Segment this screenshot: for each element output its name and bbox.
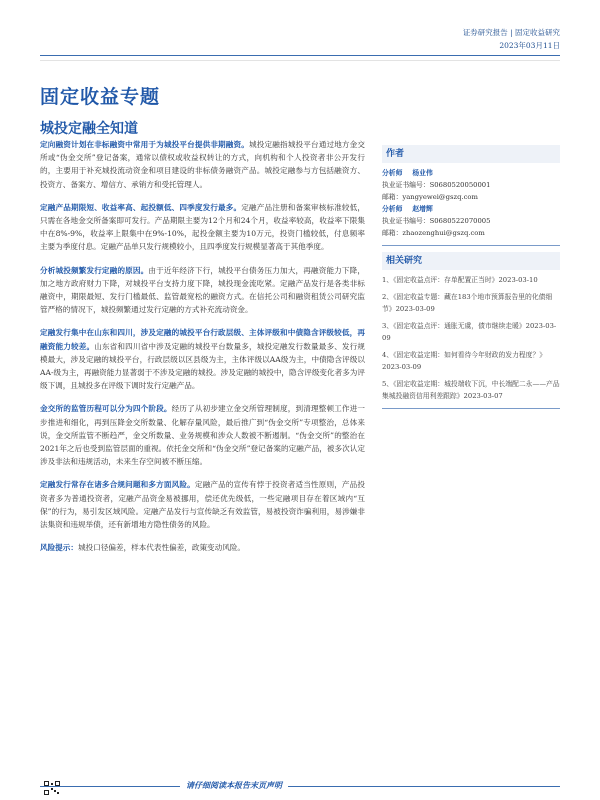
author-email — [382, 227, 560, 239]
author-block — [382, 203, 560, 239]
related-report[interactable]: 5、《固定收益定期：城投端收下沉，中长端配二永——产品集城投融资信用利差跟踪》2023-03-07 — [382, 380, 560, 400]
paragraph-text: 山东省和四川省中涉及定融的城投平台数量多，城投定融发行数量最多、发行规模最大，涉及定融的城投平台，行政层级以区县级为主，主体评级以AA级为主，中债隐含评级以AA-级为主，再融资能力显著弱于不涉及定融的城投。涉及定融的城投中，隐含评级变化者多为评级下调，且城投多在评级下调时发行定融产品。 — [40, 341, 366, 391]
paragraph-text: 城投定融指城投平台通过地方金交所或“伪金交所”登记备案，通常以债权或收益权转让的方式，向机构和个人投资者非公开发行的，主要用于补充城投流动资金和项目建设的非标债务融资产品。城投定融参与方包括融资方、投资方、备案方、增信方、承销方和受托管理人。 — [40, 140, 366, 189]
report-subtitle: 城投定融全知道 — [40, 121, 138, 137]
summary-body — [40, 138, 365, 564]
summary-paragraph — [40, 402, 365, 468]
sidebar — [382, 145, 560, 415]
summary-paragraph — [40, 326, 365, 392]
cert-number: S0680520050001 — [429, 181, 491, 189]
report-header — [463, 26, 560, 52]
paragraph-text: 经历了从初步建立金交所管理制度，到清理整顿工作进一步推进和细化，再到压降金交所数量、化解存量风险，最后推广到“伪金交所”专项整治，总体来说，金交所监管不断趋严，金交所数量、业务规模和涉众人数被不断遏制。“伪金交所”的整治在2021年之后也受到监管层面的重视。依托金交所和“伪金交所”登记备案的定融产品，被多次认定涉及非法和违规活动，未来生存空间被不断压缩。 — [40, 404, 365, 467]
paragraph-text: 由于近年经济下行，城投平台债务压力加大，再融资能力下降，加之地方政府财力下降，对城投平台支持力度下降，城投现金流吃紧。定融产品发行是各类非标融资中，期限最短、发行门槛最低、监管最宽松的融资方式。在信托公司和融资租赁公司研究监管严格的情况下，城投频繁通过发行定融的方式补充流动资金。 — [40, 265, 366, 315]
doc-type: 证券研究报告 | 固定收益研究 — [462, 28, 560, 37]
author-role: 分析师 — [382, 205, 403, 213]
footer-disclaimer: 请仔细阅读本报告末页声明 — [180, 780, 288, 791]
author-role: 分析师 — [382, 169, 403, 177]
email-address[interactable]: yangyewei@gszq.com — [402, 193, 478, 201]
paragraph-lead: 定融发行常存在诸多合规问题和多方面风险。 — [40, 480, 195, 490]
cert-number: S0680522070005 — [429, 217, 491, 225]
author-block — [382, 167, 560, 203]
cert-label: 执业证书编号： — [382, 181, 430, 189]
risk-label: 风险提示： — [40, 543, 78, 553]
summary-paragraph — [40, 264, 365, 317]
related-report[interactable]: 2、《固定收益专题：藏在183个地市预算报告里的化债细节》2023-03-09 — [382, 293, 553, 313]
email-label: 邮箱： — [382, 229, 403, 237]
sidebar-divider — [382, 245, 560, 246]
summary-paragraph — [40, 478, 365, 531]
related-report[interactable]: 1、《固定收益点评：存单配置正当时》2023-03-10 — [382, 276, 538, 284]
qr-code-icon — [44, 781, 60, 795]
author-email — [382, 191, 560, 203]
sidebar-divider — [382, 408, 560, 409]
author-row — [382, 203, 560, 215]
related-heading: 相关研究 — [382, 252, 560, 270]
footer-divider — [40, 786, 560, 787]
risk-warning — [40, 541, 365, 554]
paragraph-lead: 定融发行集中在山东和四川，涉及定融的城投平台行政层级、主体评级和中债隐含评级较低，再融资能力较差。 — [40, 328, 365, 351]
author-name: 杨业伟 — [412, 169, 433, 177]
author-row — [382, 167, 560, 179]
related-report[interactable]: 4、《固定收益定期：如何看待今年财政的发力程度？》2023-03-09 — [382, 351, 547, 371]
cert-label: 执业证书编号： — [382, 217, 430, 225]
report-date: 2023年03月11日 — [499, 41, 560, 50]
paragraph-lead: 分析城投频繁发行定融的原因。 — [40, 265, 149, 275]
summary-paragraph — [40, 138, 365, 191]
report-title: 固定收益专题 — [40, 86, 161, 108]
paragraph-lead: 定向融资计划在非标融资中常用于为城投平台提供非期融资。 — [40, 140, 250, 149]
header-band — [40, 60, 560, 61]
paragraph-text: 定融产品注册和备案审核标准较低，只需在各地金交所备案即可发行。产品期限主要为12个月和24个月，收益率较高，收益率下限集中在8%-9%，收益率上限集中在9%-10%，起投金额主要为10万元，投资门槛较低，付息频率主要为季度付息。定融产品单只发行规模较小，且四季度发行规模显著高于其他季度。 — [40, 202, 365, 252]
email-address[interactable]: zhaozenghui@gszq.com — [402, 229, 485, 237]
related-report[interactable]: 3、《固定收益点评：通胀无虞，债市继续走暖》2023-03-09 — [382, 322, 557, 342]
author-cert — [382, 179, 560, 191]
risk-text: 城投口径偏差，样本代表性偏差，政策变动风险。 — [77, 543, 246, 553]
paragraph-lead: 金交所的监管历程可以分为四个阶段。 — [40, 404, 172, 414]
author-cert — [382, 215, 560, 227]
email-label: 邮箱： — [382, 193, 403, 201]
header-divider — [40, 55, 560, 56]
authors-heading: 作者 — [382, 145, 560, 163]
summary-paragraph — [40, 201, 365, 254]
paragraph-lead: 定融产品期限短、收益率高、起投额低、四季度发行最多。 — [40, 202, 242, 212]
author-name: 赵增辉 — [412, 205, 433, 213]
paragraph-text: 定融产品的宣传有悖于投资者适当性原则，产品投资者多为普通投资者，定融产品资金易被挪用，偿还优先级低，一些定融项目存在着区域内“互保”的行为，易引发区域风险。定融产品发行与宣传缺乏有效监管，易被投资诈骗利用，易涉嫌非法集资和违规举债，还有新增地方隐性债务的风险。 — [40, 480, 366, 530]
